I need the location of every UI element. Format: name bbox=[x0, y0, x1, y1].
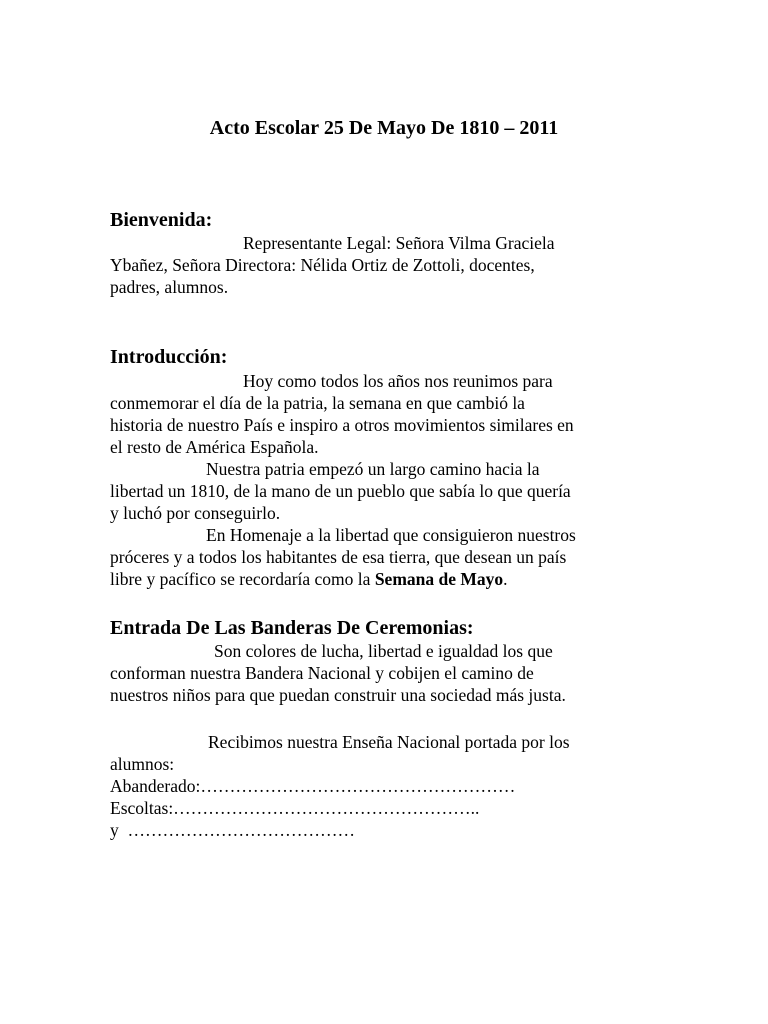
text-line: próceres y a todos los habitantes de esa tierra, que desean un país bbox=[110, 547, 567, 567]
text-line: Nuestra patria empezó un largo camino hacia la bbox=[206, 459, 540, 479]
text-line: historia de nuestro País e inspiro a otros movimientos similares en bbox=[110, 415, 574, 435]
paragraph-introduccion bbox=[110, 370, 666, 590]
text-line: En Homenaje a la libertad que consiguieron nuestros bbox=[206, 525, 576, 545]
heading-entrada-banderas: Entrada De Las Banderas De Ceremonias: bbox=[110, 617, 474, 639]
text-line: alumnos: bbox=[110, 754, 175, 774]
text-line: y luchó por conseguirlo. bbox=[110, 503, 281, 523]
text-line: conforman nuestra Bandera Nacional y cobijen el camino de bbox=[110, 663, 534, 683]
text-line-final bbox=[110, 568, 666, 590]
paragraph-entrada bbox=[110, 640, 666, 706]
text-segment: . bbox=[503, 569, 508, 589]
text-line: nuestros niños para que puedan construir una sociedad más justa. bbox=[110, 685, 566, 705]
y-line: y ………………………………… bbox=[110, 820, 355, 840]
text-line: padres, alumnos. bbox=[110, 277, 229, 297]
paragraph-bienvenida bbox=[110, 232, 666, 298]
paragraph-recibimos bbox=[110, 731, 666, 841]
text-line: Representante Legal: Señora Vilma Graciela bbox=[243, 233, 555, 253]
text-line: Ybañez, Señora Directora: Nélida Ortiz de Zottoli, docentes, bbox=[110, 255, 535, 275]
text-line: Son colores de lucha, libertad e igualdad los que bbox=[214, 641, 553, 661]
document-title: Acto Escolar 25 De Mayo De 1810 – 2011 bbox=[209, 117, 559, 139]
abanderado-line: Abanderado:……………………………………………… bbox=[110, 776, 516, 796]
text-line: Hoy como todos los años nos reunimos para bbox=[243, 371, 553, 391]
text-line: el resto de América Española. bbox=[110, 437, 319, 457]
escoltas-line: Escoltas:…………………………………………….. bbox=[110, 798, 480, 818]
text-line: Recibimos nuestra Enseña Nacional portada por los bbox=[208, 732, 570, 752]
semana-de-mayo-emphasis: Semana de Mayo bbox=[374, 569, 504, 589]
text-line: libertad un 1810, de la mano de un pueblo que sabía lo que quería bbox=[110, 481, 571, 501]
text-segment: libre y pacífico se recordaría como la bbox=[110, 569, 375, 589]
heading-bienvenida: Bienvenida: bbox=[110, 209, 213, 231]
text-line: conmemorar el día de la patria, la semana en que cambió la bbox=[110, 393, 525, 413]
heading-introduccion: Introducción: bbox=[110, 346, 228, 368]
